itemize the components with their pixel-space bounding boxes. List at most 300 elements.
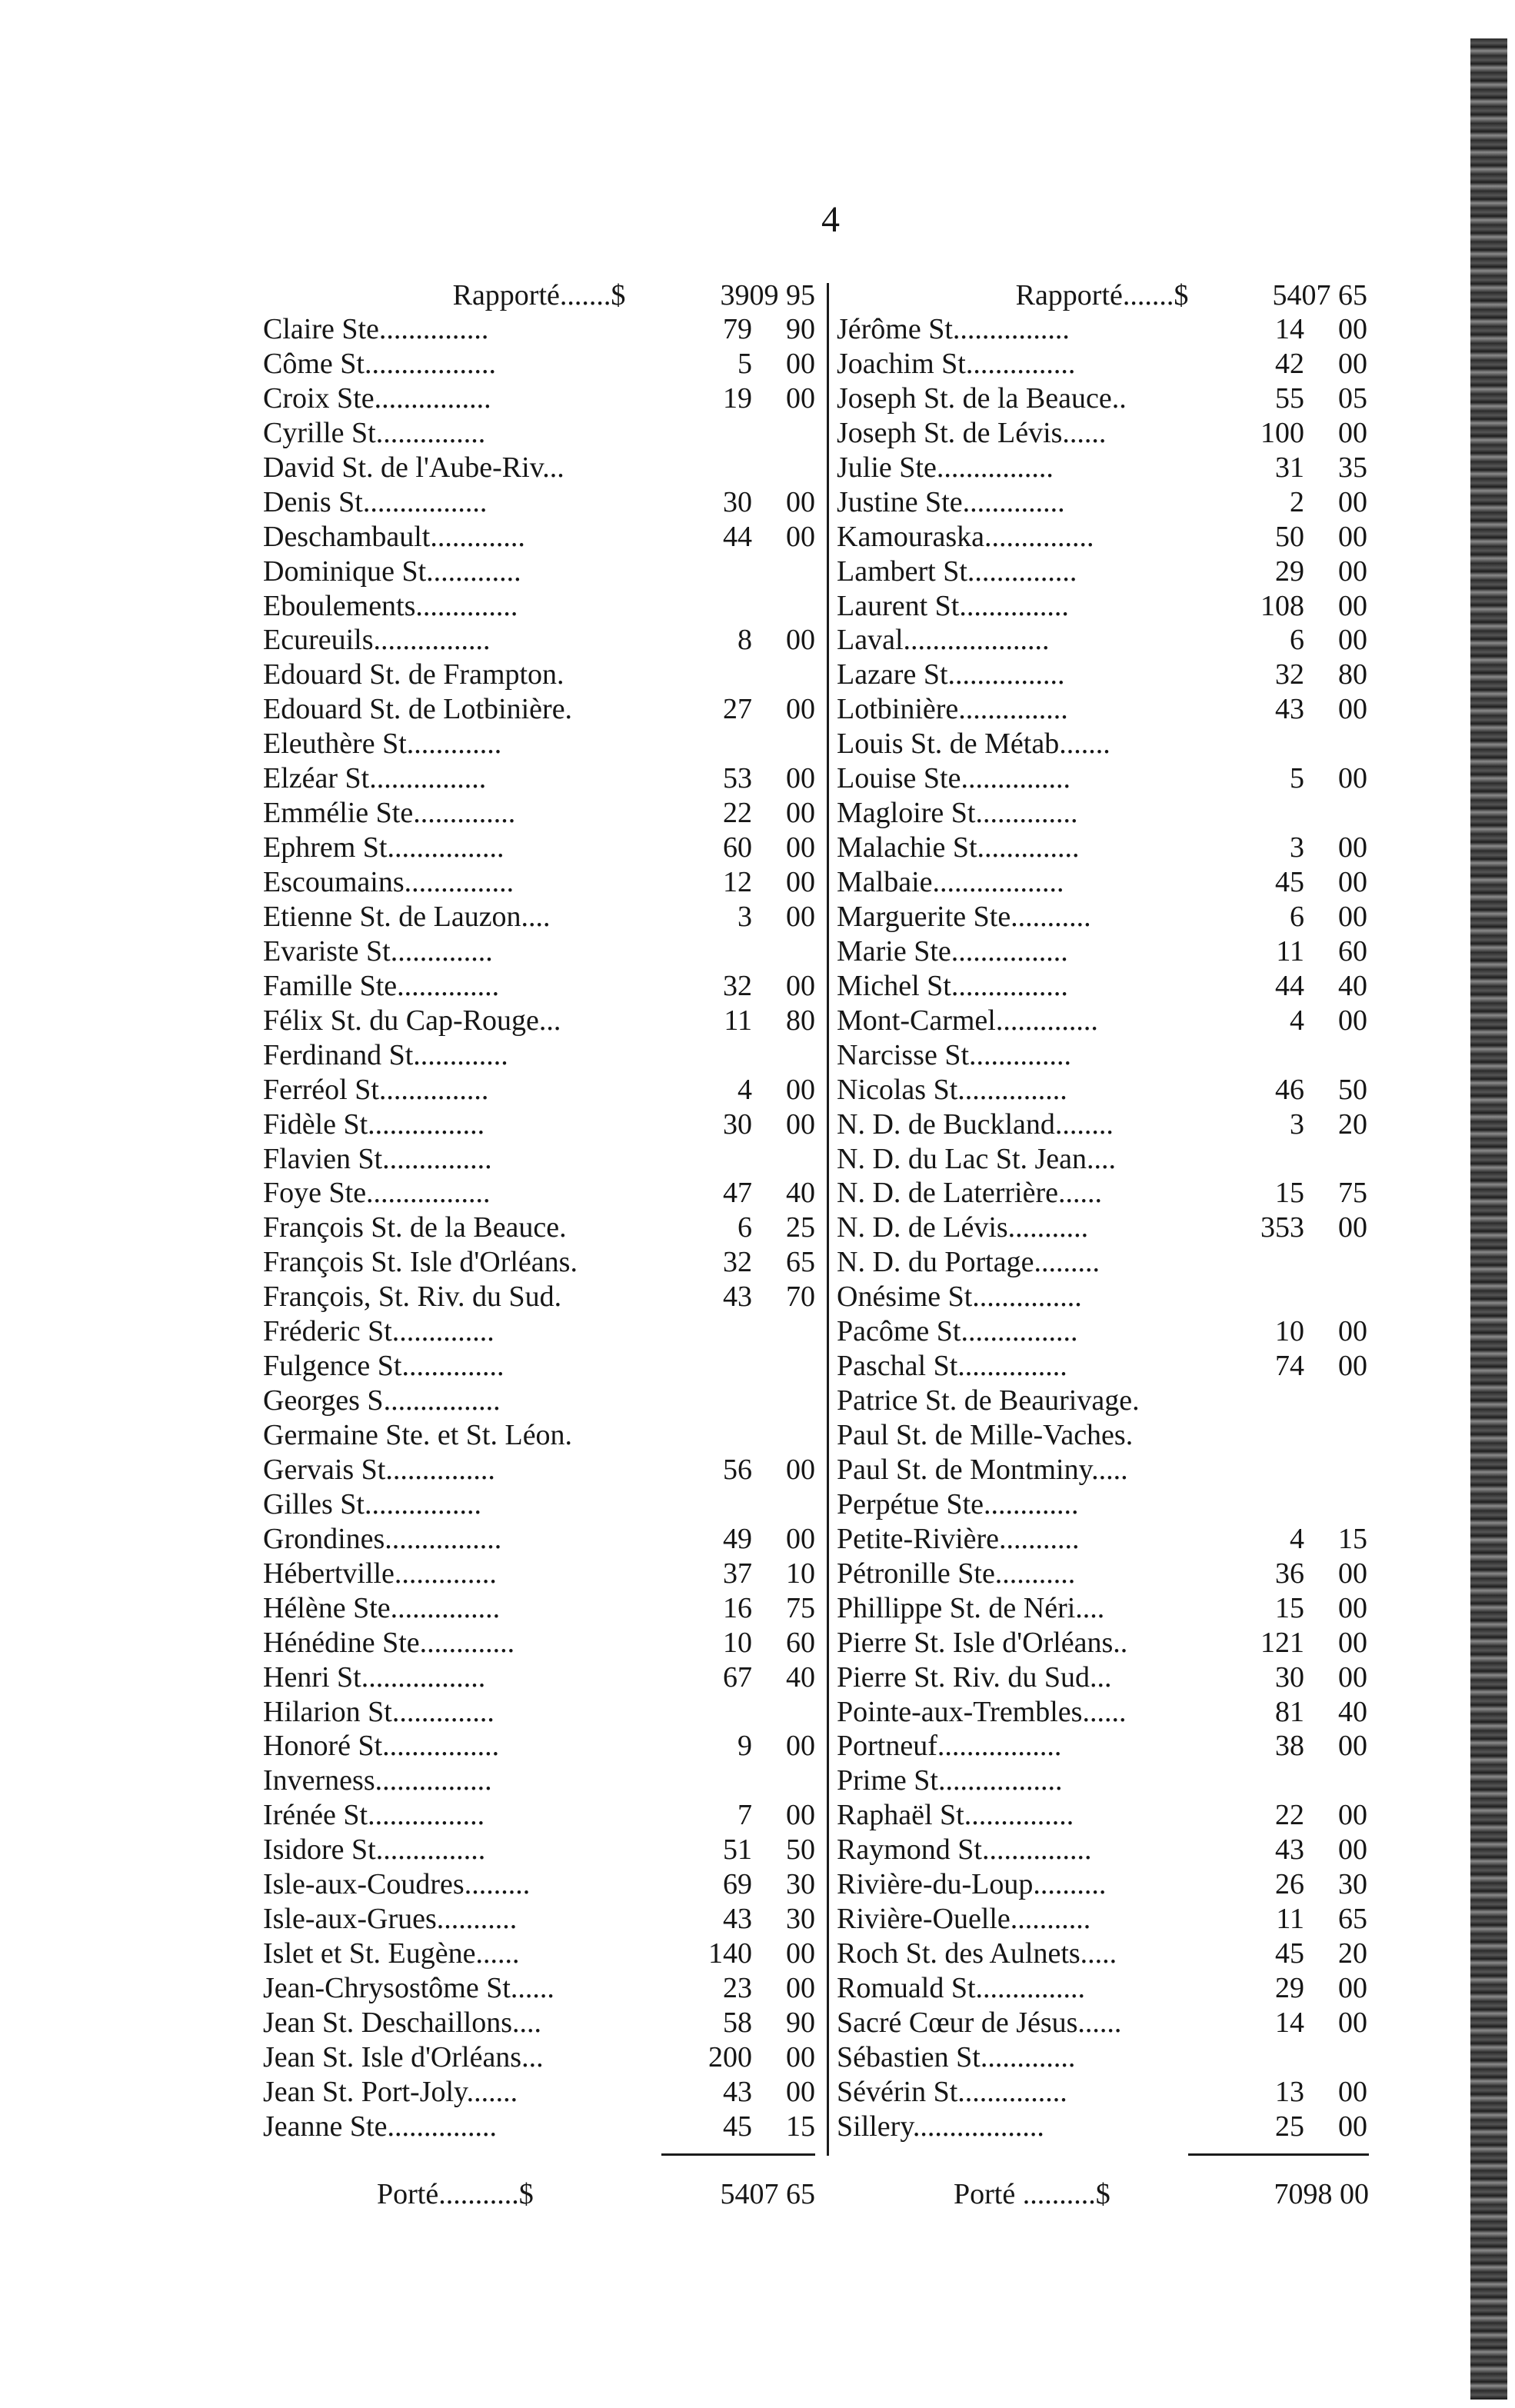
- left-column: [263, 278, 815, 2144]
- ledger-row: [263, 520, 815, 555]
- amount-dollars: 140: [708, 1937, 752, 1970]
- amount-dollars: 55: [1275, 381, 1304, 415]
- amount-dollars: 43: [723, 2075, 752, 2108]
- amount-cents: 35: [1338, 451, 1367, 484]
- ledger-row: [263, 1211, 815, 1245]
- ledger-row: [837, 1349, 1367, 1384]
- parish-name: Edouard St. de Lotbinière.: [263, 693, 573, 726]
- parish-name: Rivière-Ouelle...........: [837, 1903, 1091, 1936]
- ledger-row: [837, 2075, 1367, 2110]
- ledger-row: [263, 1349, 815, 1384]
- ledger-row: [263, 1764, 815, 1798]
- parish-name: Jeanne Ste...............: [263, 2110, 497, 2143]
- parish-name: Jean St. Deschaillons....: [263, 2006, 542, 2039]
- parish-name: Emmélie Ste..............: [263, 797, 516, 830]
- amount-dollars: 26: [1275, 1868, 1304, 1901]
- amount-cents: 00: [786, 1107, 815, 1141]
- amount-cents: 00: [786, 1937, 815, 1970]
- ledger-row: [263, 1142, 815, 1177]
- amount-cents: 80: [786, 1004, 815, 1037]
- amount-dollars: 23: [723, 1972, 752, 2004]
- ledger-row: [837, 831, 1367, 865]
- amount-cents: 80: [1338, 658, 1367, 691]
- amount-cents: 00: [786, 381, 815, 415]
- amount-cents: 10: [786, 1557, 815, 1590]
- parish-name: Fidèle St................: [263, 1107, 485, 1141]
- ledger-row: [263, 1418, 815, 1453]
- parish-name: Irénée St................: [263, 1799, 485, 1832]
- ledger-row: [837, 1660, 1367, 1695]
- ledger-row: [837, 1384, 1367, 1418]
- ledger-row: [263, 1453, 815, 1487]
- parish-name: Ferréol St...............: [263, 1073, 489, 1106]
- amount-cents: 00: [1338, 347, 1367, 380]
- ledger-row: [837, 381, 1367, 416]
- amount-cents: 65: [1338, 1903, 1367, 1936]
- ledger-row: [263, 1176, 815, 1211]
- amount-cents: 20: [1338, 1937, 1367, 1970]
- ledger-row: [263, 1280, 815, 1314]
- parish-name: Magloire St..............: [837, 797, 1078, 830]
- parish-name: Hébertville..............: [263, 1557, 497, 1590]
- ledger-row: [263, 416, 815, 451]
- parish-name: Claire Ste...............: [263, 313, 489, 345]
- carried-forward-amount: 5407 65: [1272, 279, 1367, 311]
- amount-cents: 00: [786, 866, 815, 898]
- ledger-row: [837, 1591, 1367, 1626]
- ledger-row: [837, 900, 1367, 934]
- amount-cents: 40: [1338, 1695, 1367, 1728]
- ledger-row: [837, 865, 1367, 900]
- amount-dollars: 3: [1290, 1107, 1304, 1141]
- ledger-row: [263, 865, 815, 900]
- ledger-row: [263, 2110, 815, 2144]
- amount-cents: 00: [1338, 2075, 1367, 2108]
- ledger-row: [837, 1418, 1367, 1453]
- parish-name: Romuald St...............: [837, 1972, 1086, 2004]
- amount-dollars: 79: [723, 313, 752, 345]
- parish-name: Evariste St..............: [263, 934, 493, 968]
- parish-name: Marguerite Ste...........: [837, 900, 1091, 933]
- parish-name: Pacôme St................: [837, 1315, 1078, 1348]
- ledger-row: [837, 1798, 1367, 1833]
- parish-name: Sillery..................: [837, 2110, 1044, 2143]
- ledger-row: [837, 1073, 1367, 1107]
- ledger-row: [837, 1764, 1367, 1798]
- amount-dollars: 14: [1275, 2006, 1304, 2039]
- ledger-row: [263, 1660, 815, 1695]
- carried-total-row: [954, 2175, 1369, 2213]
- parish-name: Ferdinand St.............: [263, 1038, 508, 1071]
- amount-cents: 00: [1338, 866, 1367, 898]
- amount-cents: 00: [786, 900, 815, 933]
- amount-dollars: 10: [1275, 1315, 1304, 1348]
- ledger-row: [837, 796, 1367, 831]
- parish-name: Lambert St...............: [837, 555, 1077, 588]
- amount-dollars: 32: [1275, 658, 1304, 691]
- ledger-row: [837, 1626, 1367, 1660]
- ledger-row: [263, 1038, 815, 1073]
- amount-dollars: 3: [1290, 831, 1304, 864]
- parish-name: Roch St. des Aulnets.....: [837, 1937, 1117, 1970]
- amount-dollars: 22: [723, 797, 752, 830]
- ledger-row: [263, 969, 815, 1004]
- amount-cents: 15: [786, 2110, 815, 2143]
- carried-forward-row: [263, 278, 815, 312]
- parish-name: Patrice St. de Beaurivage.: [837, 1384, 1140, 1417]
- amount-cents: 00: [1338, 693, 1367, 726]
- amount-dollars: 43: [1275, 693, 1304, 726]
- ledger-row: [837, 1833, 1367, 1867]
- amount-dollars: 14: [1275, 313, 1304, 345]
- amount-cents: 00: [1338, 520, 1367, 553]
- amount-cents: 00: [1338, 1315, 1367, 1348]
- ledger-row: [263, 1833, 815, 1867]
- amount-cents: 00: [786, 1073, 815, 1106]
- ledger-row: [263, 1937, 815, 1971]
- amount-dollars: 121: [1260, 1626, 1304, 1659]
- amount-dollars: 30: [723, 1107, 752, 1141]
- amount-dollars: 10: [723, 1626, 752, 1659]
- parish-name: Pointe-aux-Trembles......: [837, 1695, 1127, 1728]
- amount-cents: 50: [786, 1833, 815, 1867]
- amount-dollars: 31: [1275, 451, 1304, 484]
- ledger-row: [837, 658, 1367, 692]
- parish-name: N. D. du Lac St. Jean....: [837, 1142, 1117, 1175]
- parish-name: Fréderic St..............: [263, 1315, 494, 1348]
- parish-name: Félix St. du Cap-Rouge...: [263, 1004, 561, 1037]
- parish-name: Gervais St...............: [263, 1453, 495, 1486]
- parish-name: Honoré St................: [263, 1730, 500, 1763]
- amount-dollars: 50: [1275, 520, 1304, 553]
- amount-cents: 75: [1338, 1177, 1367, 1210]
- amount-dollars: 6: [1290, 624, 1304, 657]
- carried-total-row: [377, 2175, 815, 2213]
- amount-dollars: 42: [1275, 347, 1304, 380]
- amount-cents: 00: [1338, 2110, 1367, 2143]
- amount-dollars: 51: [723, 1833, 752, 1867]
- amount-dollars: 5: [1290, 762, 1304, 795]
- parish-name: Louis St. de Métab.......: [837, 728, 1110, 761]
- amount-dollars: 30: [723, 485, 752, 518]
- amount-dollars: 43: [723, 1281, 752, 1314]
- amount-cents: 75: [786, 1591, 815, 1624]
- amount-cents: 70: [786, 1281, 815, 1314]
- amount-cents: 20: [1338, 1107, 1367, 1141]
- amount-dollars: 37: [723, 1557, 752, 1590]
- ledger-row: [837, 1038, 1367, 1073]
- ledger-row: [263, 1798, 815, 1833]
- parish-name: Kamouraska...............: [837, 520, 1094, 553]
- parish-name: Georges S................: [263, 1384, 501, 1417]
- carried-forward-row: [837, 278, 1367, 312]
- amount-dollars: 15: [1275, 1177, 1304, 1210]
- ledger-row: [263, 831, 815, 865]
- amount-dollars: 9: [738, 1730, 752, 1763]
- ledger-row: [837, 1107, 1367, 1142]
- amount-dollars: 11: [1276, 1903, 1304, 1936]
- parish-name: Pierre St. Riv. du Sud...: [837, 1660, 1112, 1694]
- amount-dollars: 38: [1275, 1730, 1304, 1763]
- ledger-row: [263, 1729, 815, 1764]
- amount-cents: 30: [786, 1868, 815, 1901]
- parish-name: Foye Ste.................: [263, 1177, 491, 1210]
- parish-name: Julie Ste................: [837, 451, 1054, 484]
- ledger-row: [837, 1142, 1367, 1177]
- parish-name: Edouard St. de Frampton.: [263, 658, 564, 691]
- amount-dollars: 7: [738, 1799, 752, 1832]
- amount-dollars: 45: [1275, 866, 1304, 898]
- amount-dollars: 44: [1275, 969, 1304, 1002]
- amount-dollars: 16: [723, 1591, 752, 1624]
- ledger-row: [263, 1522, 815, 1557]
- ledger-row: [263, 347, 815, 381]
- ledger-row: [837, 1176, 1367, 1211]
- parish-name: Denis St.................: [263, 485, 488, 518]
- page-number: 4: [821, 199, 840, 240]
- page-edge-shadow: [1470, 38, 1507, 2400]
- amount-cents: 90: [786, 2006, 815, 2039]
- carried-forward-amount: 3909 95: [720, 279, 815, 311]
- total-rule: [661, 2153, 815, 2156]
- amount-cents: 00: [786, 347, 815, 380]
- parish-name: François St. de la Beauce.: [263, 1211, 567, 1244]
- parish-name: Sacré Cœur de Jésus......: [837, 2006, 1122, 2039]
- ledger-row: [837, 312, 1367, 347]
- amount-dollars: 6: [738, 1211, 752, 1244]
- amount-cents: 00: [1338, 1833, 1367, 1867]
- ledger-row: [263, 312, 815, 347]
- parish-name: N. D. de Laterrière......: [837, 1177, 1103, 1210]
- left-entries: [263, 312, 815, 2144]
- ledger-row: [837, 2040, 1367, 2075]
- parish-name: Pierre St. Isle d'Orléans..: [837, 1626, 1128, 1659]
- amount-dollars: 13: [1275, 2075, 1304, 2108]
- parish-name: Jérôme St................: [837, 313, 1070, 345]
- amount-cents: 00: [786, 1799, 815, 1832]
- amount-dollars: 15: [1275, 1591, 1304, 1624]
- parish-name: Malachie St..............: [837, 831, 1080, 864]
- amount-cents: 00: [1338, 1350, 1367, 1383]
- amount-dollars: 44: [723, 520, 752, 553]
- amount-cents: 15: [1338, 1522, 1367, 1555]
- amount-cents: 25: [786, 1211, 815, 1244]
- amount-cents: 00: [786, 624, 815, 657]
- amount-dollars: 30: [1275, 1660, 1304, 1694]
- amount-cents: 00: [1338, 1972, 1367, 2004]
- parish-name: Hélène Ste...............: [263, 1591, 501, 1624]
- amount-cents: 00: [786, 485, 815, 518]
- parish-name: Joseph St. de la Beauce..: [837, 381, 1127, 415]
- parish-name: Lotbinière...............: [837, 693, 1068, 726]
- amount-dollars: 49: [723, 1522, 752, 1555]
- parish-name: Henri St.................: [263, 1660, 486, 1694]
- ledger-row: [263, 1245, 815, 1280]
- amount-cents: 90: [786, 313, 815, 345]
- amount-cents: 00: [1338, 831, 1367, 864]
- ledger-row: [263, 485, 815, 520]
- parish-name: Paul St. de Montminy.....: [837, 1453, 1128, 1486]
- ledger-row: [263, 658, 815, 692]
- parish-name: David St. de l'Aube-Riv...: [263, 451, 564, 484]
- parish-name: Inverness................: [263, 1764, 492, 1797]
- ledger-row: [263, 555, 815, 589]
- amount-dollars: 53: [723, 762, 752, 795]
- amount-dollars: 22: [1275, 1799, 1304, 1832]
- ledger-row: [263, 1902, 815, 1937]
- carried-total-amount: 7098 00: [1274, 2178, 1369, 2210]
- amount-dollars: 100: [1260, 416, 1304, 449]
- parish-name: N. D. de Buckland........: [837, 1107, 1114, 1141]
- ledger-row: [263, 1971, 815, 2006]
- ledger-row: [837, 1314, 1367, 1349]
- ledger-row: [263, 2075, 815, 2110]
- parish-name: Laurent St...............: [837, 589, 1069, 622]
- parish-name: Onésime St...............: [837, 1281, 1082, 1314]
- ledger-row: [837, 416, 1367, 451]
- amount-dollars: 29: [1275, 555, 1304, 588]
- ledger-row: [837, 1937, 1367, 1971]
- amount-dollars: 108: [1260, 589, 1304, 622]
- amount-dollars: 45: [723, 2110, 752, 2143]
- ledger-row: [837, 1245, 1367, 1280]
- column-divider: [827, 283, 829, 2156]
- parish-name: Hilarion St..............: [263, 1695, 494, 1728]
- parish-name: Portneuf.................: [837, 1730, 1062, 1763]
- amount-dollars: 32: [723, 969, 752, 1002]
- amount-dollars: 11: [724, 1004, 752, 1037]
- parish-name: Paschal St...............: [837, 1350, 1067, 1383]
- amount-cents: 00: [786, 969, 815, 1002]
- parish-name: Raphaël St...............: [837, 1799, 1074, 1832]
- parish-name: Malbaie..................: [837, 866, 1064, 898]
- parish-name: Mont-Carmel..............: [837, 1004, 1098, 1037]
- amount-dollars: 69: [723, 1868, 752, 1901]
- ledger-row: [263, 1626, 815, 1660]
- amount-cents: 00: [1338, 1211, 1367, 1244]
- parish-name: Jean St. Port-Joly.......: [263, 2075, 518, 2108]
- amount-cents: 30: [1338, 1868, 1367, 1901]
- amount-cents: 00: [1338, 1799, 1367, 1832]
- amount-dollars: 12: [723, 866, 752, 898]
- amount-dollars: 4: [1290, 1522, 1304, 1555]
- amount-cents: 00: [786, 2075, 815, 2108]
- ledger-row: [837, 761, 1367, 796]
- amount-cents: 00: [786, 831, 815, 864]
- parish-name: Prime St.................: [837, 1764, 1063, 1797]
- parish-name: Justine Ste..............: [837, 485, 1065, 518]
- amount-cents: 00: [1338, 1660, 1367, 1694]
- ledger-row: [263, 727, 815, 761]
- ledger-row: [263, 1384, 815, 1418]
- parish-name: François St. Isle d'Orléans.: [263, 1246, 578, 1279]
- amount-dollars: 43: [723, 1903, 752, 1936]
- ledger-row: [837, 451, 1367, 485]
- parish-name: Cyrille St...............: [263, 416, 486, 449]
- amount-cents: 40: [786, 1177, 815, 1210]
- ledger-row: [263, 1107, 815, 1142]
- ledger-row: [263, 934, 815, 969]
- parish-name: N. D. de Lévis...........: [837, 1211, 1089, 1244]
- amount-cents: 00: [786, 520, 815, 553]
- ledger-row: [837, 2110, 1367, 2144]
- parish-name: Joseph St. de Lévis......: [837, 416, 1107, 449]
- parish-name: Lazare St................: [837, 658, 1065, 691]
- parish-name: Escoumains...............: [263, 866, 514, 898]
- ledger-row: [263, 1314, 815, 1349]
- ledger-row: [837, 2006, 1367, 2040]
- parish-name: Rivière-du-Loup..........: [837, 1868, 1107, 1901]
- amount-cents: 65: [786, 1246, 815, 1279]
- parish-name: Deschambault.............: [263, 520, 525, 553]
- carried-forward-label: Rapporté.......$: [452, 279, 626, 311]
- amount-dollars: 81: [1275, 1695, 1304, 1728]
- parish-name: Dominique St.............: [263, 555, 521, 588]
- ledger-row: [837, 623, 1367, 658]
- ledger-row: [837, 1971, 1367, 2006]
- amount-cents: 00: [1338, 624, 1367, 657]
- parish-name: Pétronille Ste...........: [837, 1557, 1076, 1590]
- amount-dollars: 4: [738, 1073, 752, 1106]
- amount-cents: 05: [1338, 381, 1367, 415]
- amount-dollars: 11: [1276, 934, 1304, 968]
- amount-cents: 00: [786, 2040, 815, 2073]
- parish-name: Grondines................: [263, 1522, 502, 1555]
- amount-cents: 00: [1338, 485, 1367, 518]
- amount-cents: 60: [1338, 934, 1367, 968]
- ledger-row: [837, 1004, 1367, 1038]
- ledger-row: [263, 1695, 815, 1730]
- carried-forward-label: Rapporté.......$: [1015, 279, 1189, 311]
- parish-name: François, St. Riv. du Sud.: [263, 1281, 562, 1314]
- parish-name: Ecureuils................: [263, 624, 491, 657]
- amount-dollars: 19: [723, 381, 752, 415]
- parish-name: Eleuthère St.............: [263, 728, 502, 761]
- parish-name: Isle-aux-Grues...........: [263, 1903, 518, 1936]
- ledger-row: [837, 1867, 1367, 1902]
- parish-name: Germaine Ste. et St. Léon.: [263, 1419, 573, 1451]
- ledger-row: [263, 2040, 815, 2075]
- ledger-row: [263, 381, 815, 416]
- amount-dollars: 43: [1275, 1833, 1304, 1867]
- amount-dollars: 27: [723, 693, 752, 726]
- amount-cents: 00: [786, 1972, 815, 2004]
- amount-dollars: 3: [738, 900, 752, 933]
- amount-cents: 00: [786, 1522, 815, 1555]
- amount-dollars: 46: [1275, 1073, 1304, 1106]
- ledger-row: [837, 692, 1367, 727]
- parish-name: Isidore St...............: [263, 1833, 486, 1867]
- amount-dollars: 58: [723, 2006, 752, 2039]
- ledger-row: [837, 520, 1367, 555]
- amount-dollars: 200: [708, 2040, 752, 2073]
- amount-dollars: 60: [723, 831, 752, 864]
- parish-name: Fulgence St..............: [263, 1350, 504, 1383]
- carried-total-amount: 5407 65: [720, 2178, 815, 2210]
- parish-name: Hénédine Ste.............: [263, 1626, 515, 1659]
- amount-cents: 00: [1338, 416, 1367, 449]
- amount-cents: 30: [786, 1903, 815, 1936]
- parish-name: Phillippe St. de Néri....: [837, 1591, 1105, 1624]
- ledger-row: [837, 969, 1367, 1004]
- ledger-row: [263, 1004, 815, 1038]
- parish-name: Jean-Chrysostôme St......: [263, 1972, 554, 2004]
- ledger-row: [837, 1280, 1367, 1314]
- ledger-row: [263, 589, 815, 624]
- parish-name: Joachim St...............: [837, 347, 1076, 380]
- amount-dollars: 47: [723, 1177, 752, 1210]
- amount-cents: 00: [786, 1730, 815, 1763]
